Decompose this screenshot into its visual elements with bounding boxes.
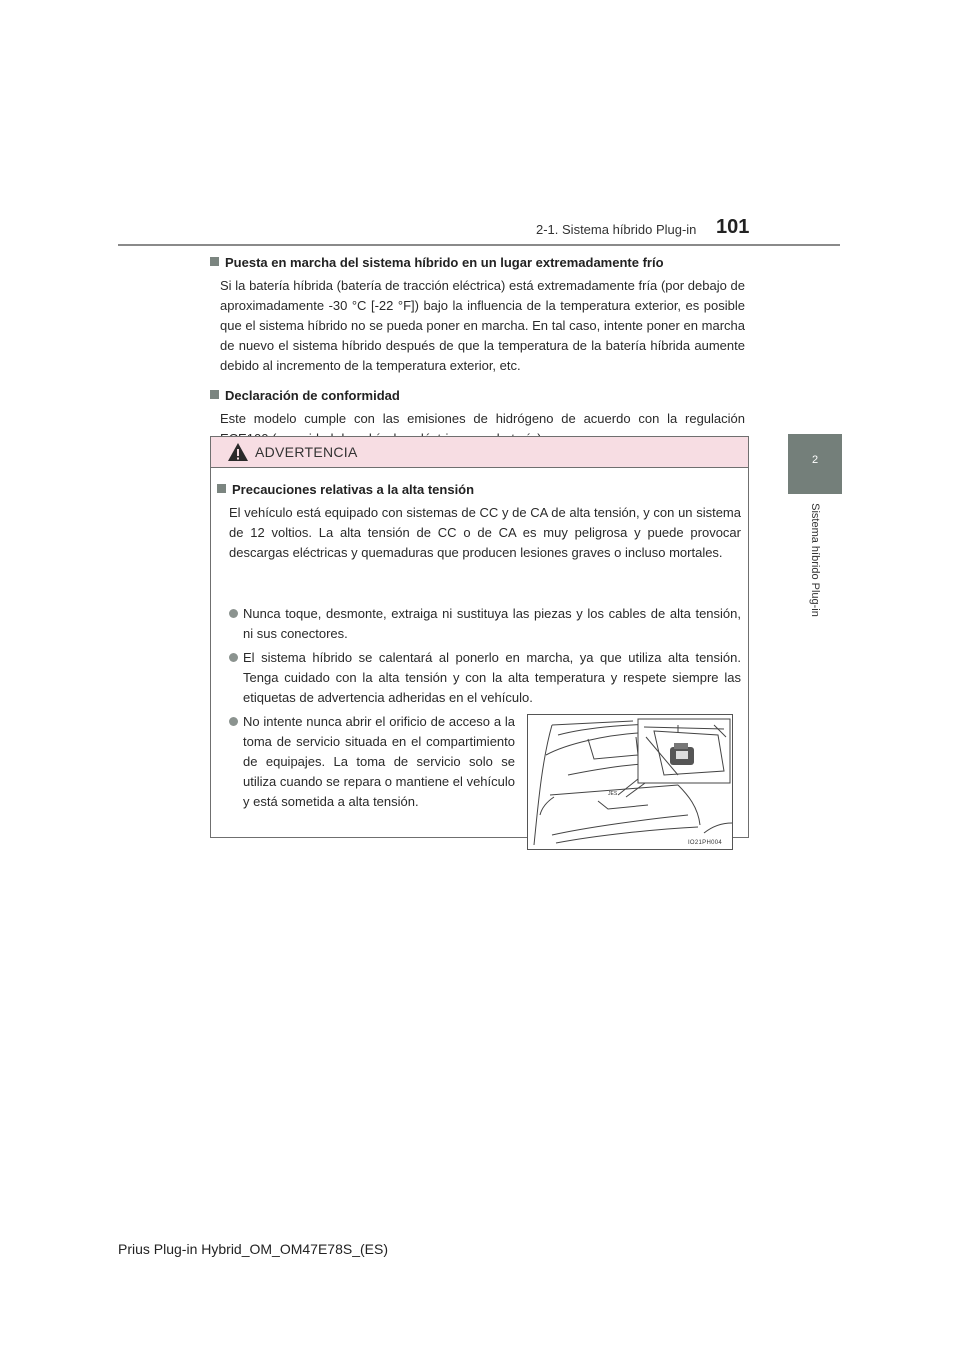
luggage-compartment-illustration: [527, 714, 733, 850]
warning-heading: Precauciones relativas a la alta tensión: [217, 482, 474, 497]
warning-box: [210, 436, 749, 846]
square-bullet-icon: [210, 257, 219, 266]
warning-body: [211, 467, 748, 846]
warning-triangle-icon: [227, 442, 249, 462]
chapter-tab: [788, 434, 842, 494]
warning-bullet: No intente nunca abrir el orificio de acceso a la toma de servicio situada en el compartimiento de equipajes. La toma de servicio solo se utiliza cuando se repara o mantiene el vehículo y está sometida a alta tensión.: [229, 712, 515, 812]
illustration-caption: IO21PH004: [687, 840, 722, 846]
round-bullet-icon: [229, 653, 238, 662]
chapter-label: Sistema híbrido Plug-in: [809, 503, 821, 617]
chapter-number: 2: [811, 454, 819, 466]
svg-text:JES: JES: [608, 791, 618, 797]
round-bullet-icon: [229, 609, 238, 618]
square-bullet-icon: [217, 484, 226, 493]
section-body: Si la batería híbrida (batería de tracción eléctrica) está extremadamente fría (por debajo de aproximadamente -30 °C [-22 °F]) bajo la influencia de la temperatura exterior, es posible que el sistema híbrido no se pueda poner en marcha. En tal caso, intente poner en marcha de nuevo el sistema híbrido después de que la temperatura de la batería híbrida aumente debido al incremento de la temperatura exterior, etc.: [220, 278, 745, 373]
section-heading: Puesta en marcha del sistema híbrido en un lugar extremadamente frío: [210, 255, 745, 270]
warning-bullet: El sistema híbrido se calentará al ponerlo en marcha, ya que utiliza alta tensión. Tenga cuidado con la alta tensión y con la alta temperatura y respete siempre las etiquetas de advertencia adheridas en el vehículo.: [229, 648, 741, 708]
round-bullet-icon: [229, 717, 238, 726]
warning-header: [211, 437, 748, 468]
warning-title: ADVERTENCIA: [255, 444, 358, 460]
page-number: 101: [716, 216, 750, 238]
square-bullet-icon: [210, 390, 219, 399]
warning-intro: El vehículo está equipado con sistemas de CC y de CA de alta tensión, y con un sistema de 12 voltios. La alta tensión de CC o de CA es muy peligrosa y puede provocar descargas eléctricas y quemaduras que producen lesiones graves o incluso mortales.: [229, 505, 741, 560]
section-heading: Declaración de conformidad: [210, 388, 745, 403]
vehicle-rear-drawing: [528, 715, 733, 850]
section-title: 2-1. Sistema híbrido Plug-in: [536, 222, 697, 237]
document-id: Prius Plug-in Hybrid_OM_OM47E78S_(ES): [118, 1241, 388, 1257]
main-content: [210, 255, 745, 461]
section-body: Este modelo cumple con las emisiones de hidrógeno de acuerdo con la regulación: [220, 411, 745, 426]
header-divider: [118, 244, 840, 246]
warning-bullet: Nunca toque, desmonte, extraiga ni sustituya las piezas y los cables de alta tensión, ni sus conectores.: [229, 604, 741, 644]
